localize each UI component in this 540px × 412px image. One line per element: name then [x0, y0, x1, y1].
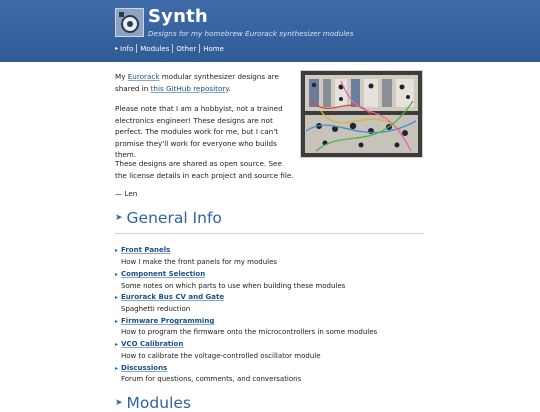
- nav-item-home[interactable]: Home: [203, 44, 224, 53]
- site-title[interactable]: Synth: [148, 6, 208, 27]
- list-item: [115, 364, 167, 372]
- bullet-chevron-icon: ▸: [115, 247, 119, 254]
- list-item-desc: How I make the front panels for my modules: [121, 258, 278, 266]
- eurorack-bus-link[interactable]: Eurorack Bus CV and Gate: [121, 293, 225, 301]
- section-divider: [115, 233, 424, 234]
- bullet-chevron-icon: ▸: [115, 271, 119, 278]
- intro-paragraph-2: Please note that I am a hobbyist, not a trained electronics engineer! These designs are not perfect. The modules work for me, but I can't promise they'll work for everyone who builds them.: [115, 104, 283, 159]
- synth-photo: [300, 70, 423, 158]
- site-subtitle: Designs for my homebrew Eurorack synthesizer modules: [148, 29, 354, 38]
- site-header: [0, 0, 540, 62]
- front-panels-link[interactable]: Front Panels: [121, 246, 171, 254]
- list-item-desc: Spaghetti reduction: [121, 305, 191, 313]
- bullet-chevron-icon: ▸: [115, 365, 119, 372]
- list-item-desc: Forum for questions, comments, and conversations: [121, 375, 302, 383]
- component-selection-link[interactable]: Component Selection: [121, 270, 206, 278]
- bullet-chevron-icon: ▸: [115, 294, 119, 301]
- firmware-programming-link[interactable]: Firmware Programming: [121, 317, 215, 325]
- intro-text: .: [228, 83, 231, 93]
- section-title: General Info: [126, 209, 222, 227]
- list-item: [115, 293, 224, 301]
- bullet-chevron-icon: ▸: [115, 341, 119, 348]
- intro-paragraph-3: These designs are shared as open source. See the license details in each project and source file.: [115, 159, 294, 180]
- intro-text: modular synthesizer designs are shared in: [115, 72, 279, 93]
- section-chevron-icon: ➤: [115, 398, 123, 408]
- intro-paragraph-1: [115, 71, 295, 94]
- signature: — Len: [115, 189, 138, 198]
- list-item-desc: How to program the firmware onto the microcontrollers in some modules: [121, 328, 378, 336]
- list-item: [115, 270, 205, 278]
- top-nav: [115, 44, 227, 53]
- site-logo[interactable]: [115, 8, 144, 37]
- section-title: Modules: [126, 394, 191, 412]
- list-item: [115, 340, 183, 348]
- list-item-desc: How to calibrate the voltage-controlled oscillator module: [121, 352, 321, 360]
- github-repo-link[interactable]: this GitHub repository: [150, 83, 229, 93]
- nav-item-modules[interactable]: Modules: [140, 44, 170, 53]
- bullet-chevron-icon: ▸: [115, 318, 119, 325]
- eurorack-link[interactable]: Eurorack: [127, 72, 160, 81]
- nav-item-other[interactable]: Other: [176, 44, 197, 53]
- intro-text: My: [115, 72, 128, 81]
- vco-calibration-link[interactable]: VCO Calibration: [121, 340, 184, 348]
- section-chevron-icon: ➤: [115, 213, 123, 223]
- modules-heading: [115, 394, 191, 412]
- general-info-heading: [115, 209, 222, 227]
- list-item: [115, 317, 214, 325]
- list-item: [115, 246, 170, 254]
- discussions-link[interactable]: Discussions: [121, 364, 168, 372]
- list-item-desc: Some notes on which parts to use when building these modules: [121, 282, 346, 290]
- nav-current-icon: ▸: [115, 45, 119, 52]
- nav-item-info[interactable]: Info: [120, 44, 134, 53]
